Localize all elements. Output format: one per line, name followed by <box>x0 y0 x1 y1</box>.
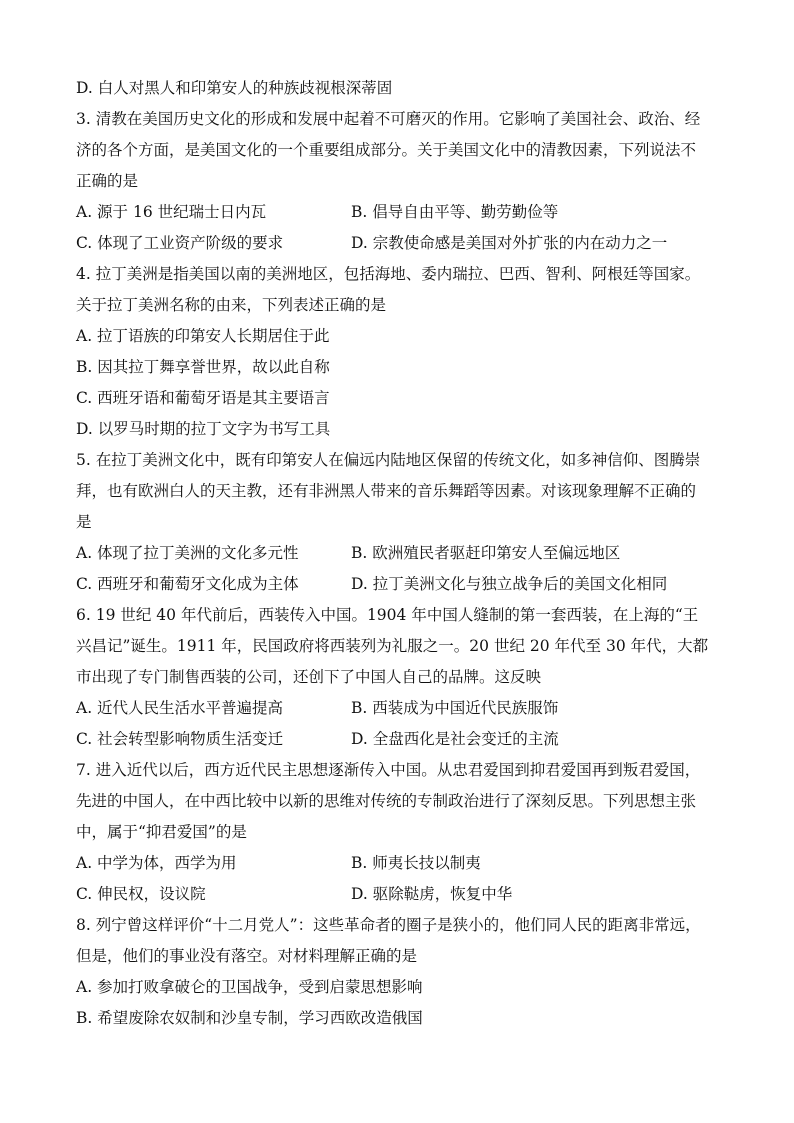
q3-option-b: B. 倡导自由平等、勤劳勤俭等 <box>351 203 559 221</box>
q7-option-c: C. 伸民权，设议院 <box>76 885 206 903</box>
q2-option-d: D. 白人对黑人和印第安人的种族歧视根深蒂固 <box>76 79 393 97</box>
q8-stem-line1: 8. 列宁曾这样评价“十二月党人”：这些革命者的圈子是狭小的，他们同人民的距离非常远， <box>76 916 701 934</box>
q3-stem-line3: 正确的是 <box>76 172 139 190</box>
q4-stem-line1: 4. 拉丁美洲是指美国以南的美洲地区，包括海地、委内瑞拉、巴西、智利、阿根廷等国家。 <box>76 265 701 283</box>
q4-option-a: A. 拉丁语族的印第安人长期居住于此 <box>76 327 330 345</box>
q5-option-b: B. 欧洲殖民者驱赶印第安人至偏远地区 <box>351 544 621 562</box>
q6-stem-line1: 6. 19 世纪 40 年代前后，西装传入中国。1904 年中国人缝制的第一套西装，在上海的“王 <box>76 606 699 624</box>
q6-option-c: C. 社会转型影响物质生活变迁 <box>76 730 284 748</box>
q6-stem-line2: 兴昌记”诞生。1911 年，民国政府将西装列为礼服之一。20 世纪 20 年代至 30 年代，大都 <box>76 637 709 655</box>
q3-options-row2 <box>76 233 668 253</box>
q3-stem-line2: 济的各个方面，是美国文化的一个重要组成部分。关于美国文化中的清教因素，下列说法不 <box>76 141 697 159</box>
q3-option-c: C. 体现了工业资产阶级的要求 <box>76 234 284 252</box>
q3-option-d: D. 宗教使命感是美国对外扩张的内在动力之一 <box>351 234 668 252</box>
q7-stem-line2: 先进的中国人，在中西比较中以新的思维对传统的专制政治进行了深刻反思。下列思想主张 <box>76 792 697 810</box>
q3-option-a: A. 源于 16 世纪瑞士日内瓦 <box>76 203 267 221</box>
q7-options-row1 <box>76 853 481 873</box>
q5-option-d: D. 拉丁美洲文化与独立战争后的美国文化相同 <box>351 575 668 593</box>
q7-stem-line1: 7. 进入近代以后，西方近代民主思想逐渐传入中国。从忠君爱国到抑君爱国再到叛君爱国， <box>76 761 701 779</box>
q5-stem-line3: 是 <box>76 513 92 531</box>
q3-options-row1 <box>76 202 559 222</box>
q3-stem-line1: 3. 清教在美国历史文化的形成和发展中起着不可磨灭的作用。它影响了美国社会、政治、经 <box>76 110 701 128</box>
q5-stem-line1: 5. 在拉丁美洲文化中，既有印第安人在偏远内陆地区保留的传统文化，如多神信仰、图腾崇 <box>76 451 701 469</box>
q8-option-a: A. 参加打败拿破仑的卫国战争，受到启蒙思想影响 <box>76 978 423 996</box>
q4-stem-line2: 关于拉丁美洲名称的由来，下列表述正确的是 <box>76 296 387 314</box>
q7-option-d: D. 驱除鞑虏，恢复中华 <box>351 885 513 903</box>
q7-options-row2 <box>76 884 513 904</box>
q6-option-d: D. 全盘西化是社会变迁的主流 <box>351 730 559 748</box>
q5-option-c: C. 西班牙和葡萄牙文化成为主体 <box>76 575 299 593</box>
q5-option-a: A. 体现了拉丁美洲的文化多元性 <box>76 544 299 562</box>
q6-options-row2 <box>76 729 559 749</box>
q6-options-row1 <box>76 698 559 718</box>
q6-stem-line3: 市出现了专门制售西装的公司，还创下了中国人自己的品牌。这反映 <box>76 668 542 686</box>
q4-option-d: D. 以罗马时期的拉丁文字为书写工具 <box>76 420 331 438</box>
q6-option-b: B. 西装成为中国近代民族服饰 <box>351 699 559 717</box>
q4-option-b: B. 因其拉丁舞享誉世界，故以此自称 <box>76 358 330 376</box>
q7-option-b: B. 师夷长技以制夷 <box>351 854 481 872</box>
q5-options-row2 <box>76 574 668 594</box>
q8-option-b: B. 希望废除农奴制和沙皇专制，学习西欧改造俄国 <box>76 1009 423 1027</box>
q5-stem-line2: 拜，也有欧洲白人的天主教，还有非洲黑人带来的音乐舞蹈等因素。对该现象理解不正确的 <box>76 482 697 500</box>
q4-option-c: C. 西班牙语和葡萄牙语是其主要语言 <box>76 389 330 407</box>
q5-options-row1 <box>76 543 621 563</box>
q6-option-a: A. 近代人民生活水平普遍提高 <box>76 699 284 717</box>
q8-stem-line2: 但是，他们的事业没有落空。对材料理解正确的是 <box>76 947 418 965</box>
q7-option-a: A. 中学为体，西学为用 <box>76 854 237 872</box>
q7-stem-line3: 中，属于“抑君爱国”的是 <box>76 823 247 841</box>
